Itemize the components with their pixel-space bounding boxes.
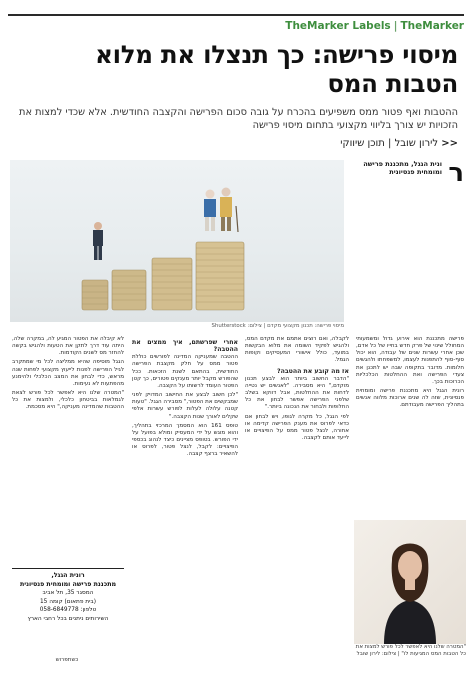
- paragraph: ההטבה שמעניקה המדינה לפורשים כוללת פטור ממס על חלק מקצבת הפרישה החודשית, בהתאם לשנת הזכאות. ככל שהפורש מקבל יותר מענקים פטורים, כך קטן הפטור העומד לרשותו על הקצבה.: [132, 354, 238, 389]
- article-column-3: [132, 336, 238, 622]
- paragraph: לפי הגגל, כל מקרה לגופו, ויש לבחון אם כדאי לפרוס את מענק הפרישה קדימה או אחורה, לנצל פטור ממס על הפיצויים או לייעד אותם לקצבה.: [245, 413, 349, 442]
- brand-separator: |: [393, 20, 398, 32]
- coin-stack-4: [196, 242, 244, 310]
- section-heading: אז מה קובע את ההטבה?: [277, 367, 349, 375]
- byline-text: לירון שובל | תוכן שיווקי: [340, 138, 439, 149]
- contact-box: [12, 568, 124, 623]
- paragraph: טופס 161 הוא המסמך המרכזי בתהליך, והוא מוגש על ידי המעסיק ומולא בפועל על ידי הפורש. בטופס מציינים כיצד לנהוג בכספי הפיצויים: לקבל, לנצל פטור, לפרוס או להשאיר ברצף קצבה.: [132, 422, 238, 458]
- contact-services: השירותים ניתנים בכל רחבי הארץ: [27, 615, 109, 622]
- article-column-4: [12, 336, 124, 566]
- paragraph: "לכן חשוב לבצע את החישוב המדויק לפני שמבקשים את הפטור," מסבירה הגגל. "טעות קטנה עלולה לעלות לפורש עשרות אלפי שקלים לאורך שנות הקצבה.": [132, 392, 238, 420]
- elderly-couple-figures: [204, 188, 238, 233]
- brand-themarker: TheMarker: [400, 20, 464, 32]
- paragraph: לקבלה, ואם רוצים אתמם את מקדם המס, ולהגיש לפקיד השומה את מלוא הבקשות במועד, כולל אישורי המעסיקים וקופות הגמל.: [245, 336, 349, 364]
- contact-phone: טלפון: 058-6849778: [39, 607, 97, 613]
- publication-brand: [210, 20, 464, 32]
- coin-stack-3: [152, 258, 192, 310]
- footer-note: כשתפרוש: [55, 657, 79, 663]
- author-intro: [356, 158, 464, 188]
- contact-name: רונית הגגל,: [51, 572, 85, 579]
- author-portrait: [354, 520, 466, 644]
- drop-cap: ר: [448, 158, 464, 188]
- article-subhead: ההטבות ואף פטור ממס משפיעים בהכרח על גובה סכום הפרישה והקצבה החודשית. אלא שכדי למצות את הזכויות יש צורך בליווי מקצועי בתחום מיסוי פרישה: [19, 107, 458, 131]
- paragraph: רונית הגגל היא מתכננת פרישה ומומחית פנסיונית, שזה לה שנים ארוכות מלווה אנשים בתהליך הפרישה מעבודתם.: [356, 388, 464, 409]
- top-rule: [8, 14, 464, 16]
- byline-marker: <<: [441, 138, 458, 149]
- coin-stack-1: [82, 280, 108, 310]
- article-headline: מיסוי פרישה: כך תנצלו את מלוא הטבות המס: [95, 40, 458, 98]
- contact-address-2: (בית פתאום) קומה 15: [39, 598, 97, 605]
- section-heading: אחרי שפרשתם, איך ממצים את ההטבה?: [132, 339, 238, 354]
- paragraph: הגגל מוסיפה שהיא ממליצה לכל מי שמתקרב לגיל הפרישה לפנות לייעוץ מקצועי לפחות שנה מראש, כדי לבחון את המצב הכלכלי ולהימנע מהפתעות לא נעימות.: [12, 359, 124, 387]
- contact-address-1: המסגר 35, תל אביב: [42, 590, 94, 596]
- contact-title: מתכננת פרישה ומומחית פנסיונית: [19, 580, 117, 588]
- photo-caption: מיסוי פרישה: תכנון מקצועי מקדם | צילום: Shutterstock: [211, 323, 344, 329]
- main-photo: [10, 160, 344, 322]
- paragraph: פרישה מתכננת הוא אירוע גדול ומשמעותי המחולל שינוי של פרק חדש בחייו של כל אדם, שכן אחרי עשרות שנים של עבודה, הוא יכול סוף-סוף להתפנות לעצמו, למשפחתו ולהגשים חלומות. מדובר בתקופה שבה יש לתכנן את צעדי הפרישה ואת ההחלטות הכלכליות הכרוכות בכך.: [356, 336, 464, 385]
- brand-labels: TheMarker Labels: [285, 20, 391, 32]
- article-column-1: [356, 336, 464, 476]
- businessman-figure: [93, 222, 103, 260]
- author-name: ונית הגגל, מתכננת פרישה ומומחית פנסיונית: [363, 160, 442, 177]
- paragraph: "הדבר החשוב ביותר הוא לבצע תכנון מוקדם," היא מסבירה. "לאנשים יש נטייה לדחות את ההחלטות, אבל דווקא בשלב שלפני הפרישה אפשר לבחון את כל החלופות ולבחור את הנכונה ביותר.": [245, 375, 349, 411]
- paragraph: לא קיבלה את הפטור המגיע לה, במקרה שלה, היתה עוד דרך לתקן את הטעות ולהגיש בקשה להחזר מס לשנים הקודמות.: [12, 336, 124, 357]
- article-byline: [340, 138, 458, 149]
- paragraph: "המטרה שלנו היא לאפשר לכל פורש לצאת לגמלאות בביטחון כלכלי, ולמצות את כל ההטבות שהמדינה מעניקה," היא מסכמת.: [12, 390, 124, 411]
- portrait-caption: "המטרה שלנו היא לאפשר לכל פורש למצות את כל הטבות המס המגיעות לו" | צילום: לירון שובל: [355, 644, 466, 657]
- article-column-2: [245, 336, 349, 622]
